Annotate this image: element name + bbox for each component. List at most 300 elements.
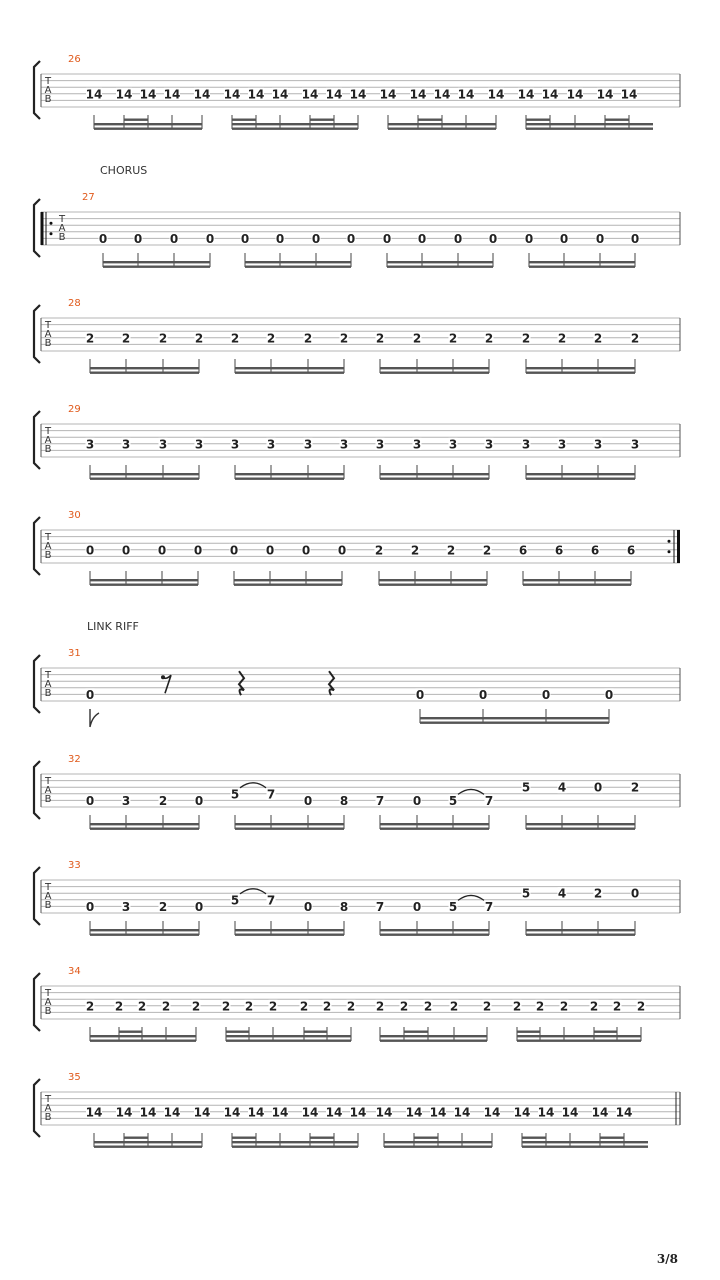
fret-number: 2 [191,999,201,1014]
fret-number: 2 [161,999,171,1014]
beam-primary [526,828,635,830]
fret-number: 7 [266,893,276,908]
fret-number: 0 [595,231,605,246]
fret-number: 14 [115,1105,133,1120]
bar-number: 26 [68,54,81,65]
fret-number: 2 [299,999,309,1014]
fret-number: 14 [591,1105,609,1120]
tab-clef-letter: A [44,679,52,690]
beam-secondary [90,579,198,581]
fret-number: 14 [566,87,584,102]
fret-number: 5 [230,787,240,802]
fret-number: 14 [223,87,241,102]
fret-number: 2 [374,543,384,558]
beam-tertiary [232,119,256,121]
fret-number: 2 [521,331,531,346]
beam-tertiary [605,119,629,121]
fret-number: 14 [541,87,559,102]
beam-secondary [226,1035,351,1037]
fret-number: 2 [410,543,420,558]
tab-clef-letter: T [58,214,66,225]
fret-number: 3 [484,437,494,452]
beam-primary [379,584,487,586]
fret-number: 2 [482,999,492,1014]
tab-clef-letter: A [58,223,66,234]
fret-number: 2 [268,999,278,1014]
fret-number: 0 [133,231,143,246]
beam-tertiary [124,119,148,121]
fret-number: 2 [375,331,385,346]
fret-number: 14 [271,1105,289,1120]
fret-number: 14 [457,87,475,102]
beam-primary [529,266,635,268]
fret-number: 2 [121,331,131,346]
beam-secondary [526,367,635,369]
system-bracket [34,61,40,119]
fret-number: 2 [303,331,313,346]
beam-tertiary [304,1031,327,1033]
tab-clef-letter: T [44,670,52,681]
fret-number: 2 [593,886,603,901]
beam-tertiary [310,119,334,121]
fret-number: 14 [139,1105,157,1120]
beam-primary [387,266,493,268]
beam-secondary [529,261,635,263]
beam-primary [90,478,199,480]
bar-number: 29 [68,404,81,415]
beam-primary [380,372,489,374]
system-bracket [34,517,40,575]
beam-primary [526,934,635,936]
system-bar-28 [34,298,680,374]
fret-number: 3 [339,437,349,452]
beam-primary [232,1146,358,1148]
tab-clef-letter: T [44,426,52,437]
fret-number: 0 [169,231,179,246]
system-bar-31 [34,620,680,727]
fret-number: 0 [559,231,569,246]
eighth-rest-dot [161,675,165,679]
fret-number: 2 [535,999,545,1014]
system-bar-34 [34,966,680,1042]
beam-primary [232,128,358,130]
beam-secondary [526,823,635,825]
fret-number: 3 [194,437,204,452]
bar-number: 27 [82,192,95,203]
tab-clef-letter: A [44,541,52,552]
beam-secondary [380,823,489,825]
system-bar-29 [34,404,680,480]
fret-number: 14 [517,87,535,102]
beam-primary [384,1146,492,1148]
fret-number: 0 [229,543,239,558]
beam-secondary [245,261,351,263]
bar-number: 31 [68,648,81,659]
fret-number: 0 [311,231,321,246]
beam-primary [380,828,489,830]
beam-primary [380,934,489,936]
fret-number: 3 [375,437,385,452]
bar-number: 30 [68,510,81,521]
fret-number: 2 [636,999,646,1014]
tab-clef-letter: A [44,997,52,1008]
fret-number: 0 [417,231,427,246]
beam-secondary [380,473,489,475]
fret-number: 3 [412,437,422,452]
beam-secondary [526,929,635,931]
system-bracket [34,655,40,713]
fret-number: 3 [593,437,603,452]
beam-secondary [388,123,496,125]
beam-primary [388,128,496,130]
fret-number: 7 [375,793,385,808]
fret-number: 2 [630,780,640,795]
beam-primary [420,722,609,724]
beam-primary [90,828,199,830]
fret-number: 14 [615,1105,633,1120]
beam-primary [235,828,344,830]
fret-number: 7 [484,793,494,808]
fret-number: 0 [382,231,392,246]
fret-number: 7 [484,899,494,914]
beam-tertiary [226,1031,249,1033]
fret-number: 14 [375,1105,393,1120]
fret-number: 14 [115,87,133,102]
fret-number: 14 [349,87,367,102]
fret-number: 2 [589,999,599,1014]
fret-number: 6 [626,543,636,558]
system-bracket [34,867,40,925]
beam-secondary [517,1035,641,1037]
tab-clef-letter: B [44,1006,52,1017]
fret-number: 0 [240,231,250,246]
beam-primary [526,372,635,374]
fret-number: 0 [488,231,498,246]
repeat-dot [668,550,671,553]
fret-number: 0 [604,687,614,702]
fret-number: 2 [559,999,569,1014]
fret-number: 2 [593,331,603,346]
beam-primary [235,372,344,374]
fret-number: 6 [518,543,528,558]
beam-secondary [90,367,199,369]
fret-number: 0 [85,793,95,808]
fret-number: 2 [375,999,385,1014]
fret-number: 2 [158,793,168,808]
beam-secondary [103,261,210,263]
bar-number: 35 [68,1072,81,1083]
fret-number: 2 [85,331,95,346]
fret-number: 14 [429,1105,447,1120]
fret-number: 14 [301,87,319,102]
fret-number: 4 [557,780,567,795]
fret-number: 14 [405,1105,423,1120]
beam-secondary [387,261,493,263]
fret-number: 3 [266,437,276,452]
fret-number: 14 [85,87,103,102]
fret-number: 2 [482,543,492,558]
fret-number: 2 [266,331,276,346]
fret-number: 2 [630,331,640,346]
beam-tertiary [119,1031,142,1033]
fret-number: 3 [303,437,313,452]
fret-number: 2 [244,999,254,1014]
tab-clef-letter: B [44,338,52,349]
fret-number: 2 [114,999,124,1014]
beam-secondary [90,929,199,931]
system-bracket [34,973,40,1031]
beam-tertiary [232,1137,256,1139]
note-stem-flag [90,709,99,727]
tab-clef-letter: T [44,1094,52,1105]
bar-number: 33 [68,860,81,871]
fret-number: 14 [301,1105,319,1120]
beam-secondary [235,929,344,931]
fret-number: 0 [541,687,551,702]
fret-number: 3 [557,437,567,452]
beam-tertiary [594,1031,617,1033]
fret-number: 0 [157,543,167,558]
tab-clef-letter: B [44,94,52,105]
tab-clef-letter: T [44,320,52,331]
fret-number: 0 [98,231,108,246]
fret-number: 2 [194,331,204,346]
fret-number: 2 [423,999,433,1014]
fret-number: 0 [265,543,275,558]
fret-number: 2 [512,999,522,1014]
fret-number: 14 [325,1105,343,1120]
beam-primary [380,478,489,480]
bar-number: 28 [68,298,81,309]
fret-number: 14 [487,87,505,102]
fret-number: 2 [137,999,147,1014]
fret-number: 14 [271,87,289,102]
beam-secondary [379,579,487,581]
beam-primary [94,128,202,130]
fret-number: 5 [448,899,458,914]
fret-number: 2 [412,331,422,346]
fret-number: 0 [630,231,640,246]
beam-tertiary [418,119,442,121]
system-bracket [34,199,40,257]
system-bar-30 [34,510,680,586]
beam-secondary [232,1141,358,1143]
fret-number: 0 [193,543,203,558]
beam-tertiary [414,1137,438,1139]
beam-tertiary [600,1137,624,1139]
fret-number: 0 [85,687,95,702]
system-bar-32 [34,754,680,830]
fret-number: 3 [521,437,531,452]
fret-number: 3 [230,437,240,452]
beam-primary [522,1146,648,1148]
tab-clef-letter: A [44,1103,52,1114]
beam-primary [523,584,631,586]
beam-primary [235,478,344,480]
fret-number: 0 [453,231,463,246]
bar-number: 32 [68,754,81,765]
system-bracket [34,1079,40,1137]
fret-number: 3 [85,437,95,452]
fret-number: 14 [409,87,427,102]
beam-secondary [90,1035,196,1037]
beam-secondary [235,473,344,475]
fret-number: 14 [247,87,265,102]
fret-number: 0 [415,687,425,702]
tab-clef-letter: B [44,550,52,561]
beam-secondary [94,1141,202,1143]
fret-number: 14 [483,1105,501,1120]
beam-secondary [380,929,489,931]
fret-number: 0 [205,231,215,246]
fret-number: 14 [325,87,343,102]
tab-clef-letter: A [44,329,52,340]
system-bar-35 [34,1072,680,1148]
repeat-dot [50,232,53,235]
fret-number: 3 [121,793,131,808]
fret-number: 0 [478,687,488,702]
fret-number: 5 [448,793,458,808]
beam-tertiary [124,1137,148,1139]
fret-number: 0 [85,899,95,914]
fret-number: 2 [230,331,240,346]
fret-number: 2 [158,331,168,346]
fret-number: 0 [412,793,422,808]
beam-secondary [526,123,653,125]
fret-number: 2 [557,331,567,346]
tab-clef-letter: A [44,85,52,96]
fret-number: 5 [230,893,240,908]
beam-primary [517,1040,641,1042]
repeat-dot [668,540,671,543]
beam-secondary [523,579,631,581]
fret-number: 0 [303,793,313,808]
fret-number: 2 [449,999,459,1014]
beam-secondary [90,823,199,825]
fret-number: 0 [412,899,422,914]
fret-number: 5 [521,780,531,795]
fret-number: 14 [247,1105,265,1120]
fret-number: 2 [346,999,356,1014]
tab-clef-letter: A [44,785,52,796]
system-bracket [34,411,40,469]
fret-number: 3 [121,437,131,452]
fret-number: 7 [266,787,276,802]
beam-primary [94,1146,202,1148]
fret-number: 14 [453,1105,471,1120]
fret-number: 0 [346,231,356,246]
beam-primary [235,934,344,936]
fret-number: 14 [433,87,451,102]
fret-number: 14 [163,1105,181,1120]
fret-number: 2 [158,899,168,914]
beam-secondary [526,473,635,475]
fret-number: 14 [193,87,211,102]
system-bar-33 [34,860,680,936]
fret-number: 2 [85,999,95,1014]
fret-number: 5 [521,886,531,901]
fret-number: 14 [139,87,157,102]
fret-number: 0 [121,543,131,558]
beam-primary [90,1040,196,1042]
fret-number: 0 [194,899,204,914]
tab-clef-letter: T [44,532,52,543]
system-bracket [34,761,40,819]
fret-number: 14 [596,87,614,102]
beam-secondary [420,717,609,719]
page-number: 3/8 [656,1252,678,1266]
fret-number: 0 [593,780,603,795]
fret-number: 0 [303,899,313,914]
beam-primary [526,128,653,130]
tab-clef-letter: B [44,1112,52,1123]
fret-number: 3 [158,437,168,452]
beam-secondary [522,1141,648,1143]
fret-number: 14 [537,1105,555,1120]
beam-primary [90,372,199,374]
tab-clef-letter: T [44,76,52,87]
fret-number: 14 [561,1105,579,1120]
fret-number: 2 [484,331,494,346]
fret-number: 0 [337,543,347,558]
tab-clef-letter: T [44,776,52,787]
fret-number: 4 [557,886,567,901]
fret-number: 8 [339,793,349,808]
beam-tertiary [310,1137,334,1139]
repeat-dot [50,222,53,225]
fret-number: 8 [339,899,349,914]
beam-secondary [232,123,358,125]
beam-tertiary [526,119,550,121]
fret-number: 0 [524,231,534,246]
beam-tertiary [404,1031,428,1033]
fret-number: 2 [446,543,456,558]
fret-number: 14 [193,1105,211,1120]
beam-secondary [384,1141,492,1143]
beam-secondary [234,579,342,581]
fret-number: 14 [379,87,397,102]
tab-clef-letter: B [44,444,52,455]
fret-number: 14 [513,1105,531,1120]
beam-secondary [380,1035,487,1037]
beam-primary [226,1040,351,1042]
section-label: CHORUS [100,164,148,177]
beam-secondary [235,823,344,825]
bar-number: 34 [68,966,81,977]
fret-number: 0 [630,886,640,901]
fret-number: 0 [301,543,311,558]
tab-clef-letter: A [44,891,52,902]
fret-number: 6 [590,543,600,558]
beam-primary [245,266,351,268]
fret-number: 2 [399,999,409,1014]
tab-clef-letter: B [44,794,52,805]
fret-number: 2 [612,999,622,1014]
system-bar-26 [34,54,680,130]
beam-tertiary [517,1031,540,1033]
tab-clef-letter: T [44,882,52,893]
fret-number: 14 [163,87,181,102]
beam-primary [380,1040,487,1042]
tab-clef-letter: B [58,232,66,243]
beam-secondary [235,367,344,369]
fret-number: 0 [194,793,204,808]
fret-number: 14 [349,1105,367,1120]
fret-number: 14 [223,1105,241,1120]
fret-number: 14 [620,87,638,102]
fret-number: 3 [630,437,640,452]
beam-secondary [94,123,202,125]
